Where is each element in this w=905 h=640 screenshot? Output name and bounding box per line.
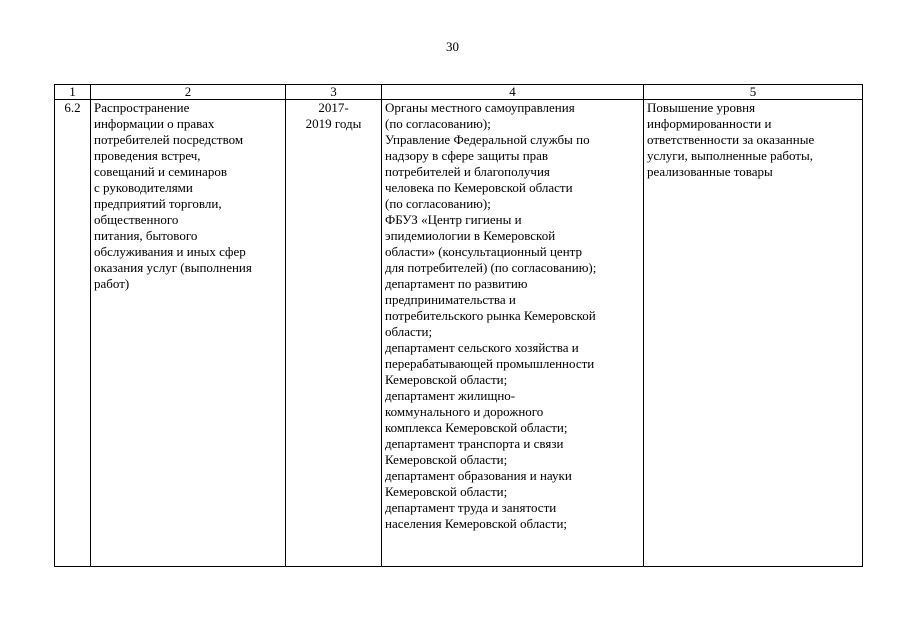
text-line: 2017-: [318, 100, 349, 115]
text-line: (по согласованию);: [385, 116, 491, 131]
text-line: человека по Кемеровской области: [385, 180, 573, 195]
header-col-2: 2: [91, 85, 286, 100]
text-line: департамент образования и науки: [385, 468, 572, 483]
text-line: Органы местного самоуправления: [385, 100, 575, 115]
text-line: департамент труда и занятости: [385, 500, 557, 515]
page-number: 30: [446, 39, 459, 54]
text-line: совещаний и семинаров: [94, 164, 227, 179]
text-line: информированности и: [647, 116, 772, 131]
text-line: проведения встреч,: [94, 148, 201, 163]
text-line: Кемеровской области;: [385, 372, 508, 387]
text-line: информации о правах: [94, 116, 215, 131]
text-line: потребительского рынка Кемеровской: [385, 308, 596, 323]
text-line: предпринимательства и: [385, 292, 516, 307]
header-col-4: 4: [382, 85, 644, 100]
item-number-cell: 6.2: [55, 100, 91, 567]
table-row: [55, 100, 863, 567]
text-line: Кемеровской области;: [385, 452, 508, 467]
text-line: Повышение уровня: [647, 100, 756, 115]
text-line: Управление Федеральной службы по: [385, 132, 590, 147]
text-line: комплекса Кемеровской области;: [385, 420, 568, 435]
text-line: ответственности за оказанные: [647, 132, 815, 147]
text-line: департамент сельского хозяйства и: [385, 340, 579, 355]
text-line: реализованные товары: [647, 164, 773, 179]
executors-cell: [382, 100, 644, 567]
text-line: области» (консультационный центр: [385, 244, 582, 259]
period-cell: [286, 100, 382, 567]
measure-cell: [91, 100, 286, 567]
header-col-1: 1: [55, 85, 91, 100]
header-col-3: 3: [286, 85, 382, 100]
text-line: работ): [94, 276, 130, 291]
text-line: для потребителей) (по согласованию);: [385, 260, 597, 275]
text-line: питания, бытового: [94, 228, 198, 243]
text-line: общественного: [94, 212, 179, 227]
text-line: с руководителями: [94, 180, 193, 195]
text-line: Распространение: [94, 100, 190, 115]
text-line: надзору в сфере защиты прав: [385, 148, 549, 163]
text-line: услуги, выполненные работы,: [647, 148, 813, 163]
text-line: 2019 годы: [305, 116, 362, 131]
text-line: обслуживания и иных сфер: [94, 244, 246, 259]
text-line: перерабатывающей промышленности: [385, 356, 595, 371]
text-line: населения Кемеровской области;: [385, 516, 568, 531]
result-cell: [644, 100, 863, 567]
text-line: оказания услуг (выполнения: [94, 260, 252, 275]
text-line: предприятий торговли,: [94, 196, 222, 211]
header-col-5: 5: [644, 85, 863, 100]
measures-table: [54, 84, 863, 567]
text-line: коммунального и дорожного: [385, 404, 544, 419]
text-line: потребителей посредством: [94, 132, 244, 147]
text-line: ФБУЗ «Центр гигиены и: [385, 212, 522, 227]
text-line: департамент жилищно-: [385, 388, 516, 403]
text-line: департамент по развитию: [385, 276, 528, 291]
text-line: эпидемиологии в Кемеровской: [385, 228, 556, 243]
table-header-row: [55, 85, 863, 100]
text-line: потребителей и благополучия: [385, 164, 550, 179]
text-line: (по согласованию);: [385, 196, 491, 211]
text-line: Кемеровской области;: [385, 484, 508, 499]
text-line: департамент транспорта и связи: [385, 436, 564, 451]
text-line: области;: [385, 324, 433, 339]
